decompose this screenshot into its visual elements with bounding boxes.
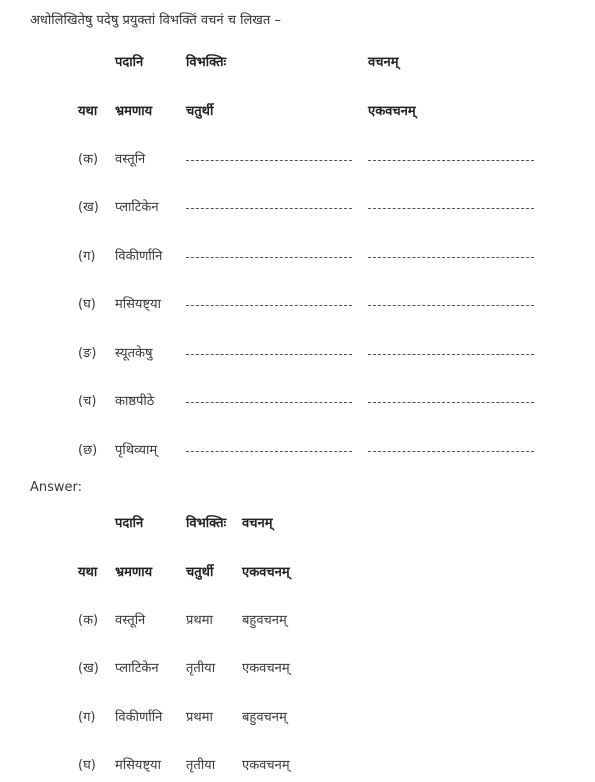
answer-example-word: भ्रमणाय — [115, 565, 153, 580]
number-answer-blank — [368, 451, 534, 452]
answer-row-word: मसियष्ट्या — [115, 758, 161, 773]
question-row-word: विकीर्णानि — [115, 249, 163, 264]
answer-row-marker: (घ) — [78, 758, 96, 773]
question-row-marker: (छ) — [78, 443, 98, 458]
answer-row-number: बहुवचनम् — [242, 613, 287, 628]
question-row-marker: (घ) — [78, 297, 96, 312]
answer-example-case: चतुर्थी — [186, 565, 214, 580]
question-row-marker: (ग) — [78, 249, 96, 264]
answer-row-word: वस्तूनि — [115, 613, 146, 628]
answer-example-label: यथा — [78, 565, 98, 580]
answer-row-case: तृतीया — [186, 758, 216, 773]
number-answer-blank — [368, 402, 534, 403]
question-row-word: वस्तूनि — [115, 152, 146, 167]
case-answer-blank — [186, 305, 352, 306]
case-answer-blank — [186, 160, 352, 161]
answer-example-number: एकवचनम् — [242, 565, 290, 580]
answer-row-case: तृतीया — [186, 661, 216, 676]
answer-row-case: प्रथमा — [186, 710, 213, 725]
number-answer-blank — [368, 305, 534, 306]
answer-row-number: एकवचनम् — [242, 758, 290, 773]
question-row-marker: (च) — [78, 394, 97, 409]
answer-row-word: प्लाटिकेन — [115, 661, 159, 676]
answer-row-marker: (ग) — [78, 710, 96, 725]
header-number: वचनम् — [368, 55, 399, 70]
header-case: विभक्तिः — [186, 55, 227, 70]
answer-header-case: विभक्तिः — [186, 516, 227, 531]
number-answer-blank — [368, 354, 534, 355]
example-number: एकवचनम् — [368, 104, 416, 119]
question-row-word: पृथिव्याम् — [115, 443, 158, 458]
answer-row-word: विकीर्णानि — [115, 710, 163, 725]
case-answer-blank — [186, 354, 352, 355]
answer-label: Answer: — [30, 480, 83, 495]
number-answer-blank — [368, 257, 534, 258]
case-answer-blank — [186, 257, 352, 258]
answer-row-marker: (ख) — [78, 661, 99, 676]
question-instruction: अधोलिखितेषु पदेषु प्रयुक्तां विभक्तिं वचनं च लिखत – — [30, 13, 281, 28]
answer-row-marker: (क) — [78, 613, 99, 628]
number-answer-blank — [368, 208, 534, 209]
question-row-word: स्यूतकेषु — [115, 346, 153, 361]
answer-header-words: पदानि — [115, 516, 144, 531]
case-answer-blank — [186, 402, 352, 403]
example-label: यथा — [78, 104, 98, 119]
case-answer-blank — [186, 208, 352, 209]
example-case: चतुर्थी — [186, 104, 214, 119]
answer-row-number: एकवचनम् — [242, 661, 290, 676]
number-answer-blank — [368, 160, 534, 161]
header-words: पदानि — [115, 55, 144, 70]
case-answer-blank — [186, 451, 352, 452]
question-row-marker: (क) — [78, 152, 99, 167]
question-row-word: मसियष्ट्या — [115, 297, 161, 312]
answer-row-number: बहुवचनम् — [242, 710, 287, 725]
answer-header-number: वचनम् — [242, 516, 273, 531]
question-row-word: प्लाटिकेन — [115, 200, 159, 215]
question-row-marker: (ख) — [78, 200, 99, 215]
question-row-word: काष्ठपीठे — [115, 394, 155, 409]
answer-row-case: प्रथमा — [186, 613, 213, 628]
example-word: भ्रमणाय — [115, 104, 153, 119]
question-row-marker: (ङ) — [78, 346, 97, 361]
